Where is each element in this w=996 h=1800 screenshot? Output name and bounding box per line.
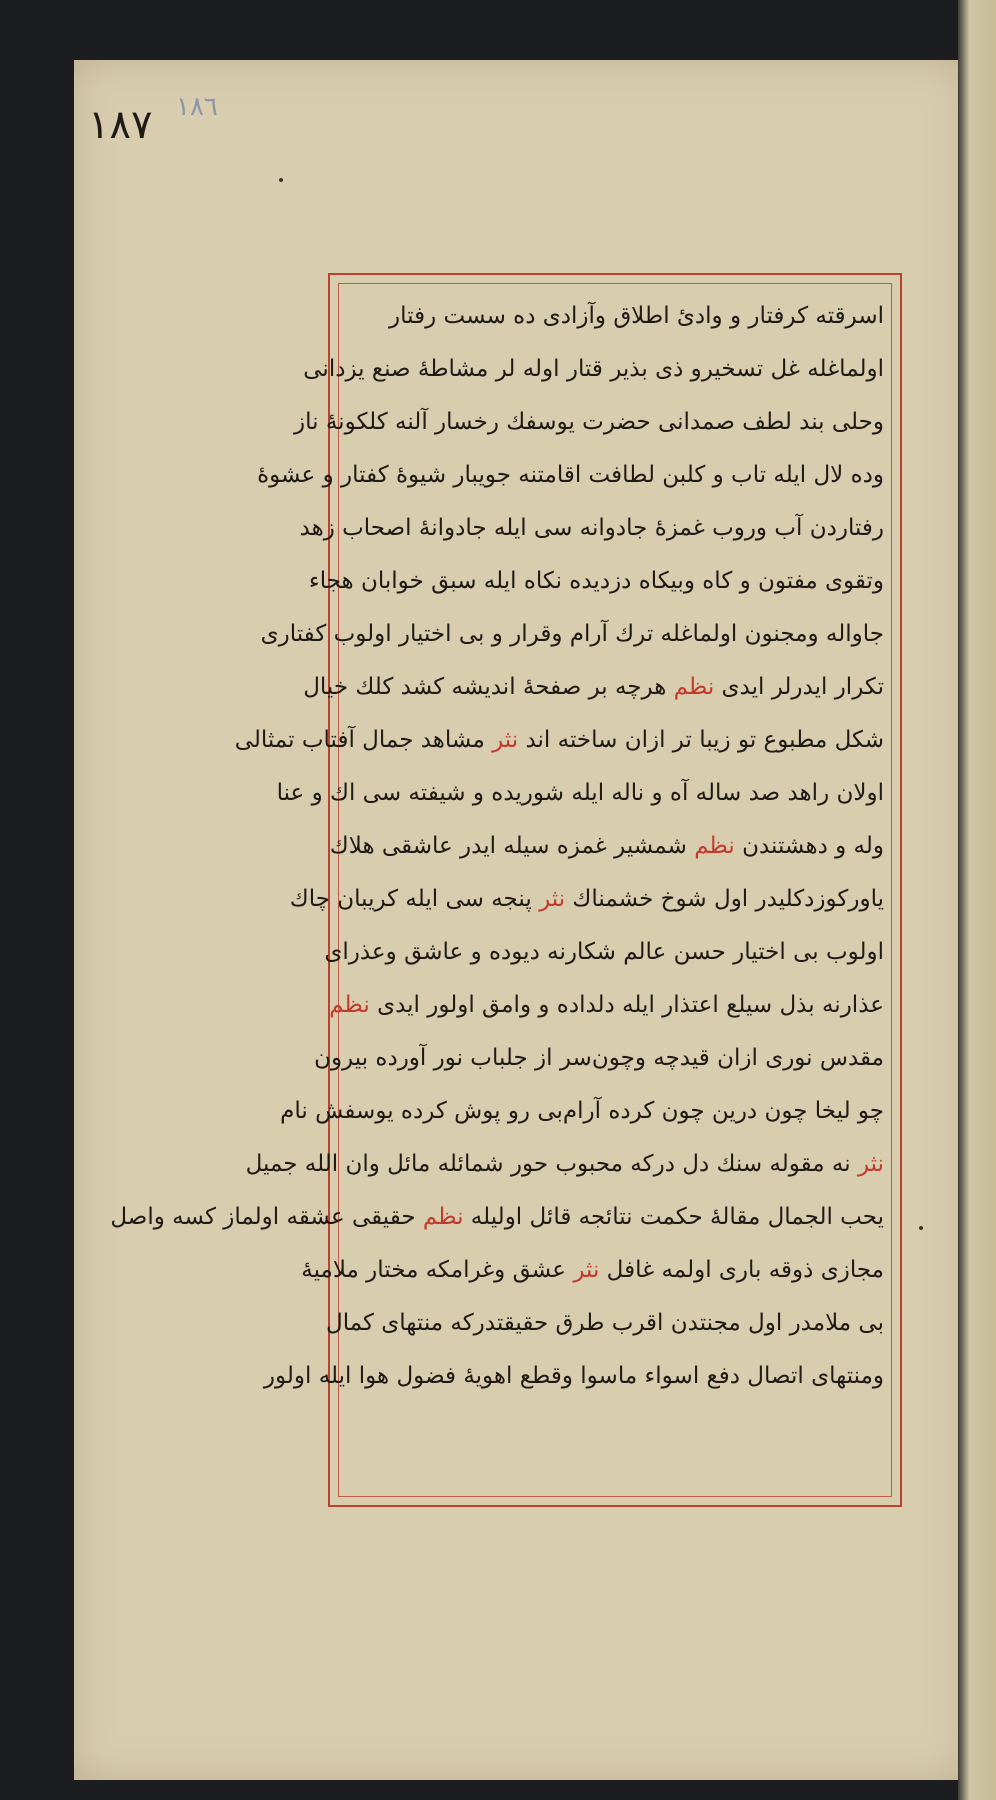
text-segment: هرچه بر صفحهٔ اندیشه کشد کلك خیال	[303, 674, 674, 700]
rubric-marker: نثر	[573, 1257, 600, 1283]
text-segment: وتقوی مفتون و کاه وبیکاه دزدیده نکاه ایله سبق خوابان هجاء	[308, 568, 884, 594]
text-segment: ومنتهای اتصال دفع اسواء ماسوا وقطع اهویهٔ فضول هوا ایله اولور	[263, 1363, 884, 1389]
page-edge	[958, 0, 996, 1800]
rubric-marker: نثر	[539, 886, 566, 912]
text-segment: عذارنه بذل سیلع اعتذار ایله دلداده و وامق اولور ایدی	[369, 992, 884, 1018]
hemistich: چو لیخا چون درین چون کرده آرام	[562, 1098, 884, 1124]
text-line	[324, 926, 884, 979]
text-segment: حقیقی عشقه اولماز کسه واصل	[110, 1204, 423, 1230]
ink-speck	[279, 178, 283, 182]
text-segment: مشاهد جمال آفتاب تمثالی	[234, 727, 493, 753]
text-line	[346, 290, 884, 343]
verse-line	[280, 1085, 884, 1138]
text-segment: شمشیر غمزه سیله ایدر عاشقی هلاك	[329, 833, 695, 859]
text-segment: شکل مطبوع تو زیبا تر ازان ساخته اند	[518, 727, 884, 753]
text-segment: بی ملامدر اول مجنتدن اقرب طرق حقیقتدرکه منتهای کمال	[326, 1310, 884, 1336]
text-segment: نه مقوله سنك دل درکه محبوب حور شمائله مائل وان الله جمیل	[245, 1151, 858, 1177]
hemistich: بی رو پوش کرده یوسفش نام	[280, 1098, 563, 1124]
rubric-marker: نثر	[857, 1151, 884, 1177]
text-line	[260, 608, 884, 661]
text-line	[245, 1138, 884, 1191]
verse-line	[314, 1032, 884, 1085]
folio-pencil-number: ١٨٦	[176, 92, 218, 122]
text-line	[303, 661, 884, 714]
rubric-marker: نظم	[422, 1204, 464, 1230]
text-segment: یاورکوزدکلیدر اول شوخ خشمناك	[565, 886, 884, 912]
text-segment: اسرقته کرفتار و وادئ اطلاق وآزادی ده سست رفتار	[389, 303, 884, 329]
manuscript-text-block	[110, 290, 884, 1403]
text-segment: وحلی بند لطف صمدانی حضرت یوسفك رخسار آلنه کلکونهٔ ناز	[294, 409, 884, 435]
text-segment: یحب الجمال مقالهٔ حکمت نتائجه قائل اولیله	[463, 1204, 884, 1230]
text-line	[329, 979, 884, 1032]
text-segment: پنجه سی ایله کریبان چاك	[289, 886, 540, 912]
text-line	[329, 820, 884, 873]
text-segment: وله و دهشتندن	[734, 833, 884, 859]
rubric-marker: نظم	[694, 833, 735, 859]
text-line	[257, 449, 884, 502]
text-line	[294, 396, 884, 449]
text-line	[289, 873, 884, 926]
text-line	[276, 767, 884, 820]
text-segment: اولوب بی اختیار حسن عالم شکارنه دیوده و عاشق وعذرای	[324, 939, 884, 965]
text-segment: مجازی ذوقه باری اولمه غافل	[599, 1257, 884, 1283]
text-line	[303, 343, 884, 396]
text-segment: رفتاردن آب وروب غمزهٔ جادوانه سی ایله جادوانهٔ اصحاب زهد	[299, 515, 884, 541]
ink-speck	[919, 1226, 923, 1230]
rubric-marker: نثر	[492, 727, 519, 753]
text-line	[308, 555, 884, 608]
text-segment: عشق وغرامکه مختار ملامیهٔ	[301, 1257, 574, 1283]
text-line	[110, 1191, 884, 1244]
rubric-marker: نظم	[329, 992, 370, 1018]
text-segment: جاواله ومجنون اولماغله ترك آرام وقرار و بی اختیار اولوب کفتاری	[260, 621, 884, 647]
hemistich: سر از جلباب نور آورده بیرون	[314, 1045, 592, 1071]
folio-number: ١٨٧	[88, 102, 153, 148]
text-segment: اولماغله غل تسخیرو ذی بذیر قتار اوله لر مشاطهٔ صنع یزدانی	[303, 356, 884, 382]
text-line	[263, 1350, 884, 1403]
text-line	[234, 714, 884, 767]
text-line	[326, 1297, 884, 1350]
text-line	[299, 502, 884, 555]
text-segment: تکرار ایدرلر ایدی	[714, 674, 884, 700]
text-segment: وده لال ایله تاب و کلبن لطافت اقامتنه جویبار شیوهٔ کفتار و عشوهٔ	[257, 462, 884, 488]
text-segment: اولان راهد صد ساله آه و ناله ایله شوریده و شیفته سی اك و عنا	[276, 780, 884, 806]
hemistich: مقدس نوری ازان قیدچه وچون	[591, 1045, 884, 1071]
rubric-marker: نظم	[673, 674, 715, 700]
text-line	[301, 1244, 884, 1297]
